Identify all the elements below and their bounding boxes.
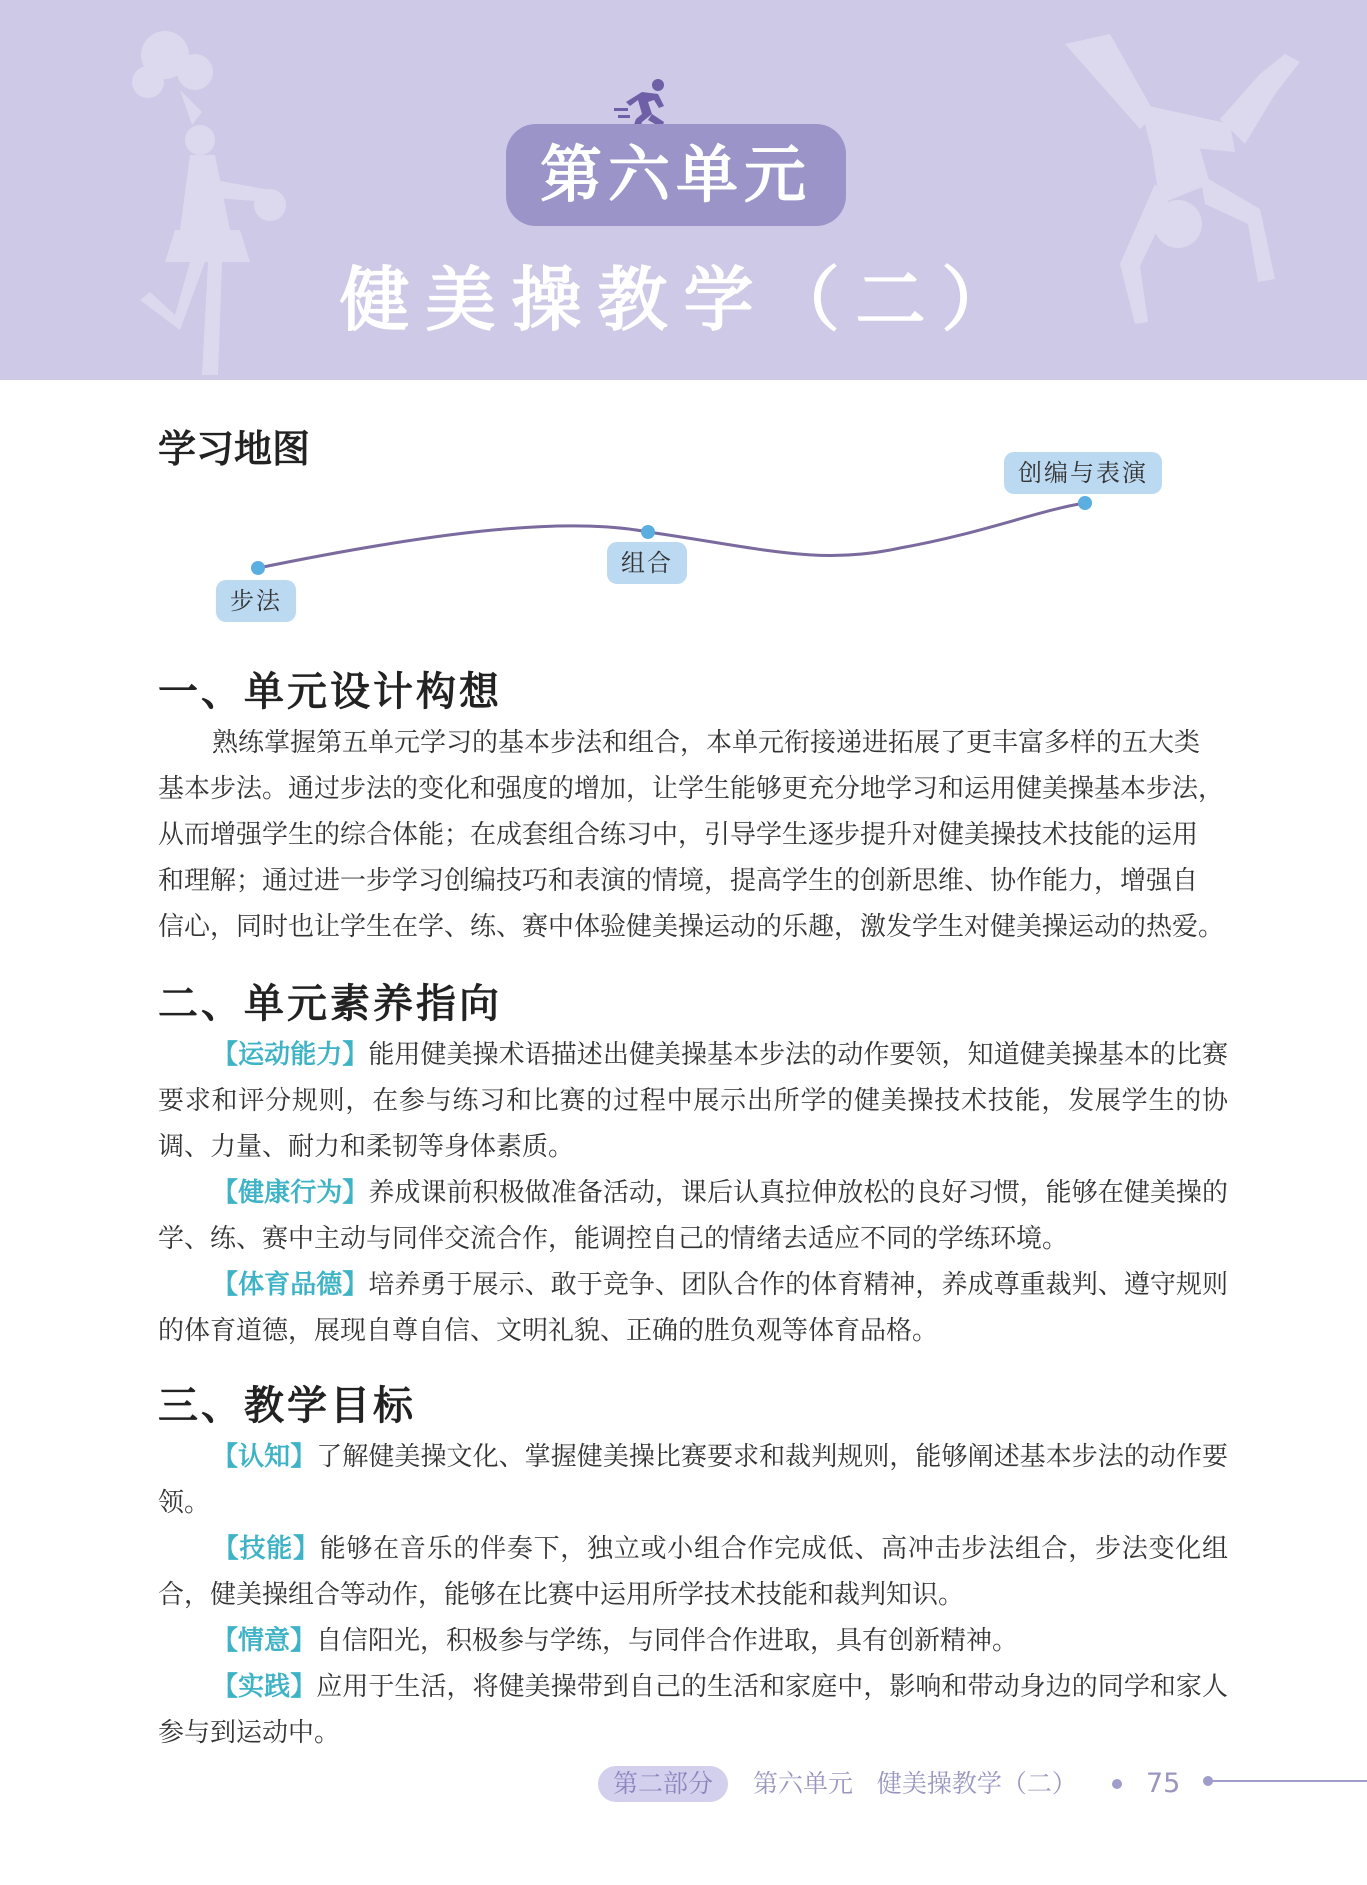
map-node-dot xyxy=(641,525,655,539)
body-line: 信心，同时也让学生在学、练、赛中体验健美操运动的乐趣，激发学生对健美操运动的热爱。 xyxy=(158,912,1225,942)
objective-text: 了解健美操文化、掌握健美操比赛要求和裁判规则，能够阐述基本步法的动作要领。 xyxy=(158,1442,1228,1518)
objective-text: 能够在音乐的伴奏下，独立或小组合作完成低、高冲击步法组合，步法变化组合，健美操组合等动作，能够在比赛中运用所学技术技能和裁判知识。 xyxy=(158,1534,1228,1610)
unit-number-badge: 第六单元 xyxy=(506,124,846,226)
page-number: 75 xyxy=(1146,1768,1181,1799)
footer-part-badge: 第二部分 xyxy=(598,1766,728,1802)
objective-tag: 【情意】 xyxy=(212,1626,317,1656)
map-node-dot xyxy=(251,561,265,575)
literacy-text: 培养勇于展示、敢于竞争、团队合作的体育精神，养成尊重裁判、遵守规则的体育道德，展现自尊自信、文明礼貌、正确的胜负观等体育品格。 xyxy=(158,1270,1228,1346)
objective-text: 自信阳光，积极参与学练，与同伴合作进取，具有创新精神。 xyxy=(316,1626,1019,1656)
literacy-item xyxy=(158,1170,1228,1262)
literacy-tag: 【运动能力】 xyxy=(212,1040,369,1070)
objective-item xyxy=(158,1618,1228,1664)
section-design-body xyxy=(158,720,1228,950)
section-heading-literacy: 二、单元素养指向 xyxy=(158,980,502,1027)
map-node-dot xyxy=(1078,496,1092,510)
unit-title: 健美操教学（二） xyxy=(339,259,1028,341)
literacy-tag: 【健康行为】 xyxy=(212,1178,369,1208)
footer-rule-dot xyxy=(1203,1776,1213,1786)
literacy-text: 养成课前积极做准备活动，课后认真拉伸放松的良好习惯，能够在健美操的学、练、赛中主动与同伴交流合作，能调控自己的情绪去适应不同的学练环境。 xyxy=(158,1178,1228,1254)
objective-text: 应用于生活，将健美操带到自己的生活和家庭中，影响和带动身边的同学和家人参与到运动中。 xyxy=(158,1672,1228,1748)
literacy-item xyxy=(158,1262,1228,1354)
literacy-tag: 【体育品德】 xyxy=(212,1270,369,1300)
footer-separator-dot xyxy=(1112,1779,1122,1789)
objective-tag: 【技能】 xyxy=(212,1534,320,1564)
section-heading-design: 一、单元设计构想 xyxy=(158,668,502,715)
objective-tag: 【实践】 xyxy=(212,1672,317,1702)
body-line: 基本步法。通过步法的变化和强度的增加，让学生能够更充分地学习和运用健美操基本步法， xyxy=(158,774,1225,804)
objective-item xyxy=(158,1526,1228,1618)
learning-map-heading: 学习地图 xyxy=(158,426,311,471)
footer-rule xyxy=(1205,1780,1367,1782)
literacy-text: 能用健美操术语描述出健美操基本步法的动作要领，知道健美操基本的比赛要求和评分规则，在参与练习和比赛的过程中展示出所学的健美操技术技能，发展学生的协调、力量、耐力和柔韧等身体素质。 xyxy=(158,1040,1228,1162)
body-line: 从而增强学生的综合体能；在成套组合练习中，引导学生逐步提升对健美操技术技能的运用 xyxy=(158,820,1199,850)
body-line: 和理解；通过进一步学习创编技巧和表演的情境，提高学生的创新思维、协作能力，增强自 xyxy=(158,866,1199,896)
footer-unit-title: 第六单元 健美操教学（二） xyxy=(753,1769,1077,1798)
map-node-creation: 创编与表演 xyxy=(1004,452,1162,494)
objective-tag: 【认知】 xyxy=(212,1442,317,1472)
body-line: 熟练掌握第五单元学习的基本步法和组合，本单元衔接递进拓展了更丰富多样的五大类 xyxy=(212,728,1201,758)
map-node-steps: 步法 xyxy=(216,580,296,622)
literacy-item xyxy=(158,1032,1228,1170)
unit-banner xyxy=(0,0,1367,380)
objective-item xyxy=(158,1664,1228,1756)
section-heading-objectives: 三、教学目标 xyxy=(158,1382,416,1429)
map-node-combination: 组合 xyxy=(607,542,687,584)
objective-item xyxy=(158,1434,1228,1526)
